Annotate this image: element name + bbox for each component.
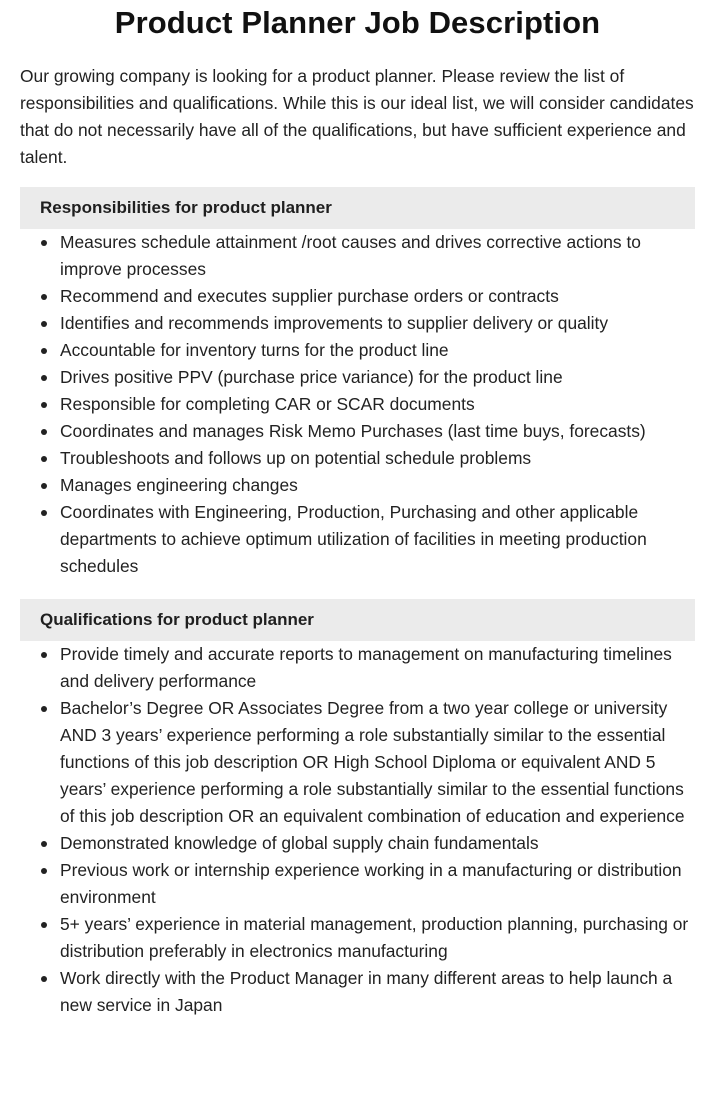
bullet-icon (41, 976, 47, 982)
list-item-text: Measures schedule attainment /root causes and drives corrective actions to improve processes (60, 232, 641, 279)
list-item-text: Troubleshoots and follows up on potential schedule problems (60, 448, 532, 468)
bullet-icon (41, 510, 47, 516)
list-item-text: Coordinates with Engineering, Production, Purchasing and other applicable departments to achieve optimum utilization of facilities in meeting production schedules (60, 502, 647, 576)
bullet-icon (41, 348, 47, 354)
list-item (20, 391, 695, 418)
list-item (20, 364, 695, 391)
list-item-text: Work directly with the Product Manager in many different areas to help launch a new service in Japan (60, 968, 673, 1015)
list-item (20, 695, 695, 830)
list-item (20, 472, 695, 499)
list-item-text: Previous work or internship experience working in a manufacturing or distribution environment (60, 860, 682, 907)
list-item-text: Identifies and recommends improvements to supplier delivery or quality (60, 313, 609, 333)
bullet-icon (41, 294, 47, 300)
list-item-text: Demonstrated knowledge of global supply chain fundamentals (60, 833, 539, 853)
list-item-text: Coordinates and manages Risk Memo Purchases (last time buys, forecasts) (60, 421, 646, 441)
bullet-icon (41, 922, 47, 928)
list-item (20, 229, 695, 283)
qualifications-list (20, 641, 695, 1019)
list-item-text: Provide timely and accurate reports to management on manufacturing timelines and delivery performance (60, 644, 672, 691)
list-item (20, 641, 695, 695)
bullet-icon (41, 652, 47, 658)
list-item (20, 857, 695, 911)
bullet-icon (41, 841, 47, 847)
bullet-icon (41, 375, 47, 381)
bullet-icon (41, 321, 47, 327)
bullet-icon (41, 706, 47, 712)
bullet-icon (41, 456, 47, 462)
bullet-icon (41, 402, 47, 408)
bullet-icon (41, 429, 47, 435)
list-item-text: Responsible for completing CAR or SCAR documents (60, 394, 475, 414)
bullet-icon (41, 240, 47, 246)
list-item (20, 418, 695, 445)
list-item (20, 830, 695, 857)
list-item-text: Bachelor’s Degree OR Associates Degree from a two year college or university AND 3 years’ experience performing a role substantially similar to the essential functions of this job description OR High School Diploma or equivalent AND 5 years’ experience performing a role substantially similar to the essential functions of this job description OR an equivalent combination of education and experience (60, 698, 685, 826)
list-item (20, 445, 695, 472)
qualifications-heading: Qualifications for product planner (20, 599, 695, 641)
list-item (20, 965, 695, 1019)
list-item-text: Manages engineering changes (60, 475, 298, 495)
list-item-text: 5+ years’ experience in material management, production planning, purchasing or distribution preferably in electronics manufacturing (60, 914, 689, 961)
list-item-text: Drives positive PPV (purchase price variance) for the product line (60, 367, 563, 387)
list-item (20, 499, 695, 580)
bullet-icon (41, 868, 47, 874)
list-item (20, 310, 695, 337)
intro-paragraph: Our growing company is looking for a product planner. Please review the list of responsibilities and qualifications. While this is our ideal list, we will consider candidates that do not necessarily have all of the qualifications, but have sufficient experience and talent. (20, 66, 694, 167)
page-title: Product Planner Job Description (114, 5, 601, 40)
list-item-text: Accountable for inventory turns for the product line (60, 340, 449, 360)
responsibilities-list (20, 229, 695, 580)
list-item (20, 283, 695, 310)
responsibilities-heading: Responsibilities for product planner (20, 187, 695, 229)
bullet-icon (41, 483, 47, 489)
list-item (20, 911, 695, 965)
list-item-text: Recommend and executes supplier purchase orders or contracts (60, 286, 559, 306)
list-item (20, 337, 695, 364)
